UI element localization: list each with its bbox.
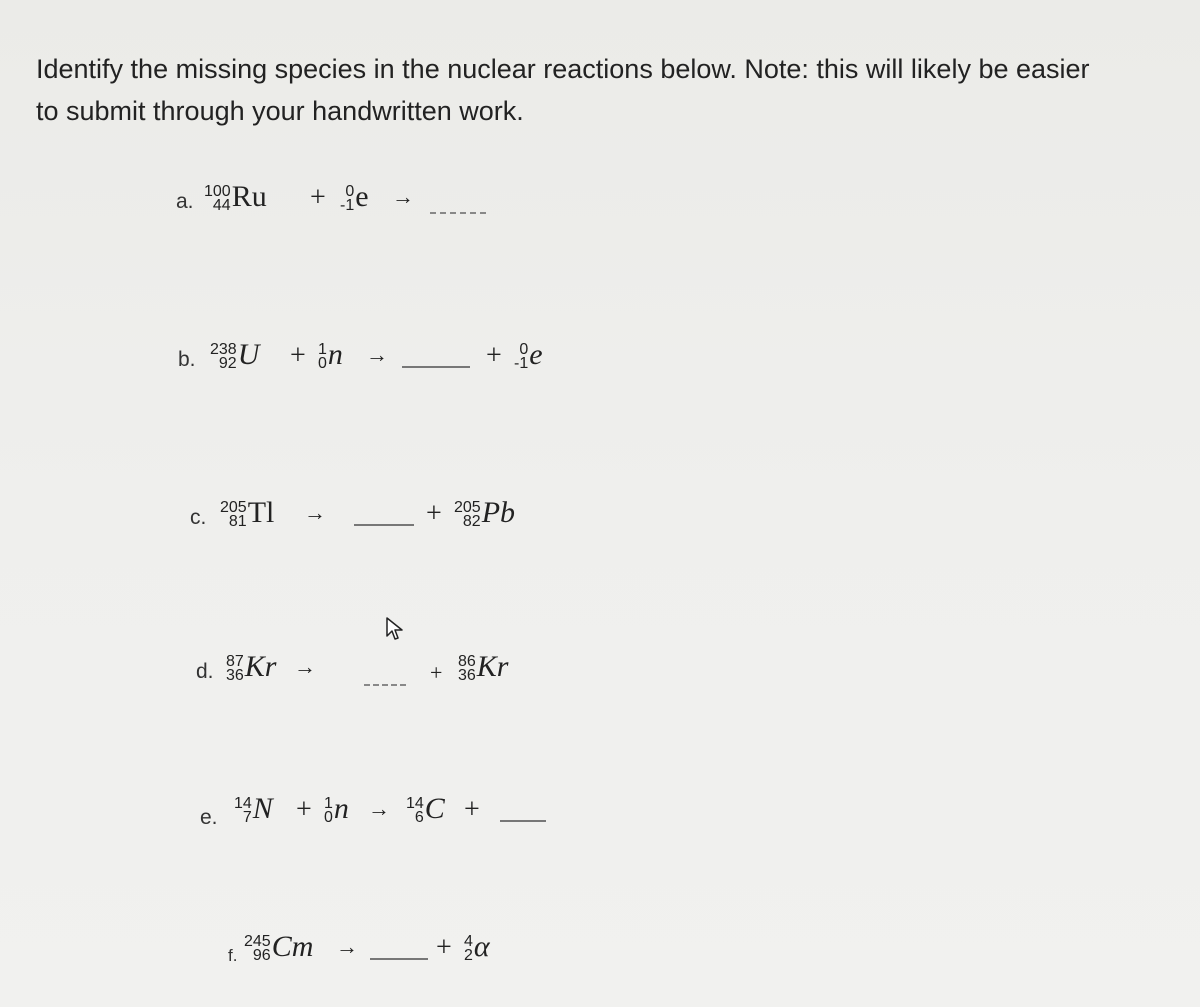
nuclide-nitrogen — [234, 792, 273, 826]
plus-sign: + — [486, 340, 502, 371]
plus-sign: + — [296, 794, 312, 825]
problem-a — [170, 160, 500, 220]
atomic-number: -1 — [514, 355, 529, 372]
problem-b — [170, 318, 590, 378]
plus-sign: + — [426, 498, 442, 529]
nuclide-carbon — [406, 792, 445, 826]
nuclide-ruthenium — [204, 180, 267, 214]
atomic-number: 92 — [218, 355, 237, 372]
atomic-number: 7 — [242, 809, 252, 826]
mass-number: 0 — [519, 341, 529, 358]
nuclide-alpha — [464, 930, 490, 964]
nuclide-electron — [514, 338, 543, 372]
nuclide-thallium — [220, 496, 274, 530]
element-symbol: Tl — [247, 496, 275, 529]
element-symbol: Kr — [244, 650, 277, 683]
plus-sign: + — [290, 340, 306, 371]
mass-number: 87 — [226, 653, 244, 670]
problem-label: f. — [228, 946, 238, 965]
reaction-arrow: → — [304, 500, 326, 525]
element-symbol: n — [333, 792, 349, 825]
reaction-arrow: → — [392, 184, 414, 209]
nuclide-neutron — [318, 338, 343, 372]
element-symbol: e — [529, 338, 543, 371]
element-symbol: Cm — [271, 930, 314, 963]
nuclide-curium — [244, 930, 313, 964]
mouse-cursor-icon — [384, 616, 406, 642]
element-symbol: Kr — [476, 650, 509, 683]
nuclide-uranium — [210, 338, 259, 372]
mass-number: 86 — [458, 653, 476, 670]
plus-sign: + — [430, 660, 443, 685]
problem-label: d. — [196, 660, 214, 683]
atomic-number: 36 — [226, 667, 244, 684]
answer-blank[interactable] — [364, 684, 406, 686]
element-symbol: N — [252, 792, 273, 825]
answer-blank[interactable] — [500, 820, 546, 822]
mass-number: 100 — [204, 183, 231, 200]
problem-f — [228, 910, 548, 970]
mass-number: 205 — [220, 499, 247, 516]
element-symbol: C — [424, 792, 445, 825]
plus-sign: + — [436, 932, 452, 963]
answer-blank[interactable] — [430, 212, 486, 214]
mass-number: 245 — [244, 933, 271, 950]
problem-label: c. — [190, 506, 207, 529]
mass-number: 14 — [406, 795, 424, 812]
problem-label: e. — [200, 806, 218, 829]
element-symbol: U — [237, 338, 260, 371]
reaction-arrow: → — [336, 934, 358, 959]
element-symbol: α — [473, 930, 490, 963]
problem-d — [196, 630, 556, 690]
atomic-number: 44 — [212, 197, 231, 214]
problem-c — [186, 476, 566, 536]
mass-number: 14 — [234, 795, 252, 812]
atomic-number: -1 — [340, 197, 355, 214]
problem-label: a. — [176, 190, 194, 213]
atomic-number: 0 — [318, 355, 327, 372]
reaction-arrow: → — [294, 654, 316, 679]
nuclide-lead — [454, 496, 515, 530]
atomic-number: 82 — [462, 513, 481, 530]
nuclide-krypton-87 — [226, 650, 276, 684]
element-symbol: Pb — [481, 496, 516, 529]
atomic-number: 0 — [324, 809, 333, 826]
atomic-number: 36 — [458, 667, 476, 684]
instructions-text: Identify the missing species in the nuclear reactions below. Note: this will likely be easier to submit through your handwritten work. — [36, 54, 1090, 126]
answer-blank[interactable] — [402, 366, 470, 368]
mass-number: 1 — [318, 341, 327, 358]
mass-number: 238 — [210, 341, 237, 358]
answer-blank[interactable] — [354, 524, 414, 526]
problem-label: b. — [178, 348, 196, 371]
mass-number: 0 — [345, 183, 355, 200]
atomic-number: 6 — [414, 809, 424, 826]
mass-number: 4 — [464, 933, 473, 950]
plus-sign: + — [464, 794, 480, 825]
element-symbol: Ru — [231, 180, 267, 213]
reaction-arrow: → — [366, 342, 388, 367]
atomic-number: 2 — [464, 947, 473, 964]
reaction-arrow: → — [368, 796, 390, 821]
mass-number: 205 — [454, 499, 481, 516]
plus-sign: + — [310, 182, 326, 213]
atomic-number: 81 — [228, 513, 247, 530]
nuclide-krypton-86 — [458, 650, 508, 684]
problem-e — [200, 772, 560, 832]
nuclide-neutron — [324, 792, 349, 826]
answer-blank[interactable] — [370, 958, 428, 960]
element-symbol: e — [355, 180, 369, 213]
element-symbol: n — [327, 338, 343, 371]
atomic-number: 96 — [252, 947, 271, 964]
mass-number: 1 — [324, 795, 333, 812]
nuclide-electron — [340, 180, 369, 214]
